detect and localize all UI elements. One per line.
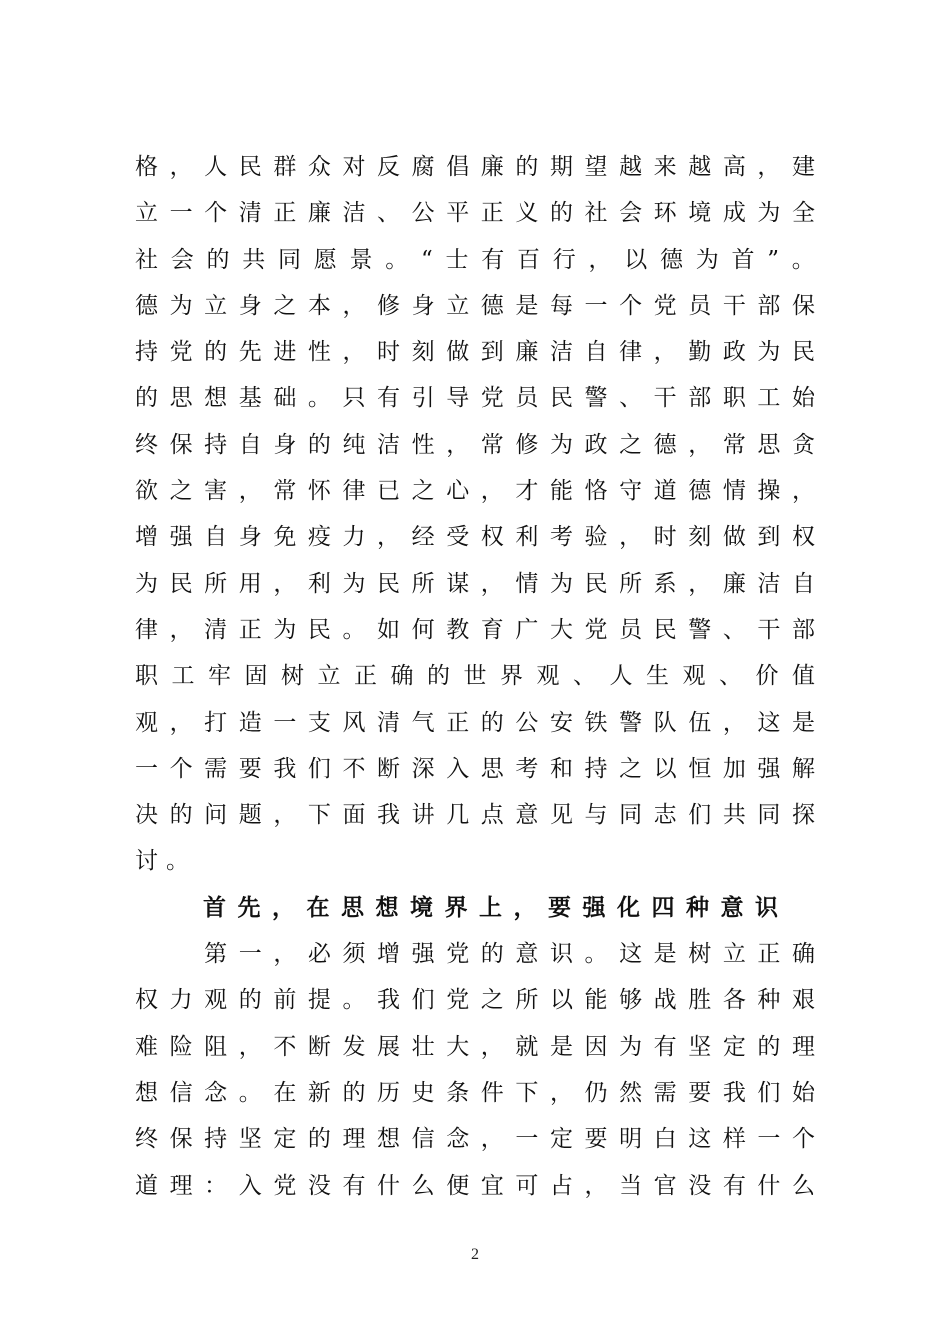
text-line: 社 会 的 共 同 愿 景 。 “ 士 有 百 行 ， 以 德 为 首 ” 。 bbox=[135, 246, 815, 273]
text-line: 职 工 牢 固 树 立 正 确 的 世 界 观 、 人 生 观 、 价 值 bbox=[135, 663, 815, 690]
text-line: 决 的 问 题 ， 下 面 我 讲 几 点 意 见 与 同 志 们 共 同 探 bbox=[135, 802, 815, 829]
text-line: 欲 之 害 ， 常 怀 律 已 之 心 ， 才 能 恪 守 道 德 情 操 ， bbox=[135, 478, 815, 505]
text-line: 终 保 持 自 身 的 纯 洁 性 ， 常 修 为 政 之 德 ， 常 思 贪 bbox=[135, 431, 815, 458]
text-line: 为 民 所 用 ， 利 为 民 所 谋 ， 情 为 民 所 系 ， 廉 洁 自 bbox=[135, 570, 815, 597]
text-line: 的 思 想 基 础 。 只 有 引 导 党 员 民 警 、 干 部 职 工 始 bbox=[135, 385, 815, 412]
text-line: 观 ， 打 造 一 支 风 清 气 正 的 公 安 铁 警 队 伍 ， 这 是 bbox=[135, 709, 815, 736]
text-line: 增 强 自 身 免 疫 力 ， 经 受 权 利 考 验 ， 时 刻 做 到 权 bbox=[135, 524, 815, 551]
text-line: 持 党 的 先 进 性 ， 时 刻 做 到 廉 洁 自 律 ， 勤 政 为 民 bbox=[135, 339, 815, 366]
section-heading: 首先，在思想境界上，要强化四种意识 bbox=[203, 893, 790, 921]
text-line: 第 一 ， 必 须 增 强 党 的 意 识 。 这 是 树 立 正 确 bbox=[204, 941, 815, 968]
text-line: 律 ， 清 正 为 民 。 如 何 教 育 广 大 党 员 民 警 、 干 部 bbox=[135, 616, 815, 643]
text-line: 想 信 念 。 在 新 的 历 史 条 件 下 ， 仍 然 需 要 我 们 始 bbox=[135, 1079, 815, 1106]
text-line: 讨。 bbox=[135, 848, 197, 875]
text-line: 难 险 阻 ， 不 断 发 展 壮 大 ， 就 是 因 为 有 坚 定 的 理 bbox=[135, 1033, 815, 1060]
text-line: 德 为 立 身 之 本 ， 修 身 立 德 是 每 一 个 党 员 干 部 保 bbox=[135, 292, 815, 319]
text-line: 权 力 观 的 前 提 。 我 们 党 之 所 以 能 够 战 胜 各 种 艰 bbox=[135, 987, 815, 1014]
text-line: 终 保 持 坚 定 的 理 想 信 念 ， 一 定 要 明 白 这 样 一 个 bbox=[135, 1126, 815, 1153]
body-text bbox=[135, 144, 815, 1209]
text-line: 格 ， 人 民 群 众 对 反 腐 倡 廉 的 期 望 越 来 越 高 ， 建 bbox=[135, 154, 815, 180]
text-line: 道 理 ： 入 党 没 有 什 么 便 宜 可 占 ， 当 官 没 有 什 么 bbox=[135, 1172, 815, 1199]
text-line: 一 个 需 要 我 们 不 断 深 入 思 考 和 持 之 以 恒 加 强 解 bbox=[135, 755, 815, 782]
text-line: 立 一 个 清 正 廉 洁 、 公 平 正 义 的 社 会 环 境 成 为 全 bbox=[135, 200, 815, 227]
page-number: 2 bbox=[471, 1246, 479, 1263]
